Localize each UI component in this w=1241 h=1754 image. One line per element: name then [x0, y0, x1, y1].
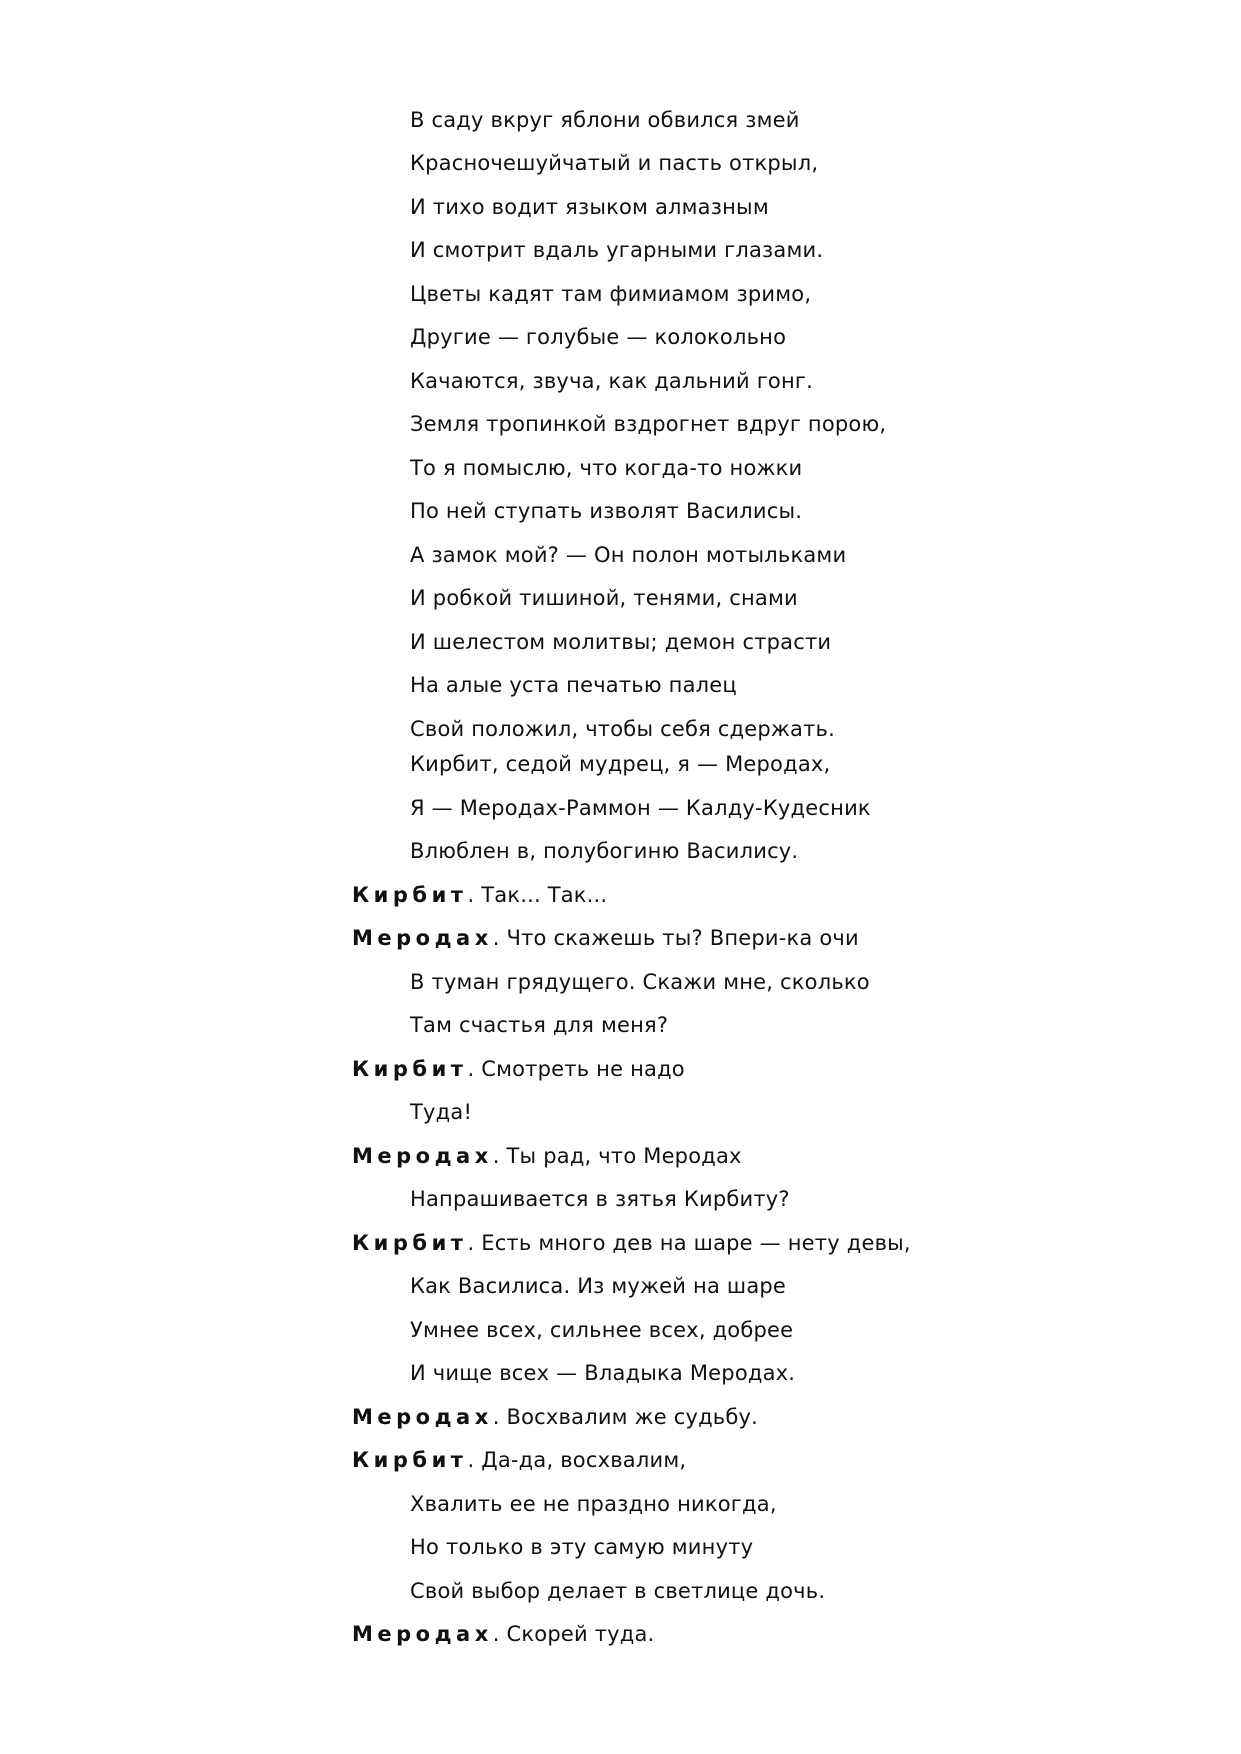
dialogue-line [352, 1621, 654, 1647]
speech-text: . Восхвалим же судьбу. [492, 1405, 759, 1429]
verse-line: Влюблен в, полубогиню Василису. [410, 839, 799, 863]
speech-text: . Ты рад, что Меродах [492, 1144, 742, 1168]
verse-line: Земля тропинкой вздрогнет вдруг порою, [410, 412, 887, 436]
verse-line: И тихо водит языком алмазным [410, 195, 769, 219]
speaker-name: Кирбит [352, 883, 468, 907]
speaker-name: Меродах [352, 926, 493, 950]
verse-line: По ней ступать изволят Василисы. [410, 499, 803, 523]
dialogue-line [352, 1447, 686, 1473]
verse-line: Я — Меродах-Раммон — Калду-Кудесник [410, 796, 871, 820]
speech-text: . Есть много дев на шаре — нету девы, [467, 1231, 911, 1255]
verse-line: Но только в эту самую минуту [410, 1535, 754, 1559]
speech-text: . Смотреть не надо [467, 1057, 685, 1081]
verse-line: И робкой тишиной, тенями, снами [410, 586, 798, 610]
verse-line: И шелестом молитвы; демон страсти [410, 630, 832, 654]
speaker-name: Меродах [352, 1622, 493, 1646]
speaker-name: Кирбит [352, 1057, 468, 1081]
verse-line: В туман грядущего. Скажи мне, сколько [410, 970, 870, 994]
verse-line: Кирбит, седой мудрец, я — Меродах, [410, 752, 831, 776]
verse-line: Красночешуйчатый и пасть открыл, [410, 151, 819, 175]
dialogue-line [352, 1143, 742, 1169]
verse-line: Свой выбор делает в светлице дочь. [410, 1579, 826, 1603]
speaker-name: Кирбит [352, 1448, 468, 1472]
verse-line: В саду вкруг яблони обвился змей [410, 108, 800, 132]
verse-line: Другие — голубые — колокольно [410, 325, 787, 349]
verse-line: Качаются, звуча, как дальний гонг. [410, 369, 814, 393]
verse-line: А замок мой? — Он полон мотыльками [410, 543, 847, 567]
speech-text: . Да-да, восхвалим, [467, 1448, 687, 1472]
verse-line: Туда! [410, 1100, 473, 1124]
dialogue-line [352, 925, 859, 951]
speech-text: . Так... Так... [467, 883, 608, 907]
verse-line: И чище всех — Владыка Меродах. [410, 1361, 796, 1385]
speaker-name: Кирбит [352, 1231, 468, 1255]
verse-line: Хвалить ее не праздно никогда, [410, 1492, 777, 1516]
verse-line: И смотрит вдаль угарными глазами. [410, 238, 824, 262]
verse-line: Как Василиса. Из мужей на шаре [410, 1274, 787, 1298]
verse-line: То я помыслю, что когда-то ножки [410, 456, 803, 480]
speech-text: . Скорей туда. [492, 1622, 655, 1646]
verse-line: Цветы кадят там фимиамом зримо, [410, 282, 812, 306]
verse-line: Свой положил, чтобы себя сдержать. [410, 717, 836, 741]
verse-line: Там счастья для меня? [410, 1013, 669, 1037]
verse-line: Умнее всех, сильнее всех, добрее [410, 1318, 794, 1342]
speaker-name: Меродах [352, 1405, 493, 1429]
dialogue-line [352, 1230, 911, 1256]
speech-text: . Что скажешь ты? Впери-ка очи [492, 926, 859, 950]
dialogue-line [352, 882, 607, 908]
verse-line: Напрашивается в зятья Кирбиту? [410, 1187, 790, 1211]
verse-line: На алые уста печатью палец [410, 673, 737, 697]
dialogue-line [352, 1404, 758, 1430]
dialogue-line [352, 1056, 685, 1082]
speaker-name: Меродах [352, 1144, 493, 1168]
